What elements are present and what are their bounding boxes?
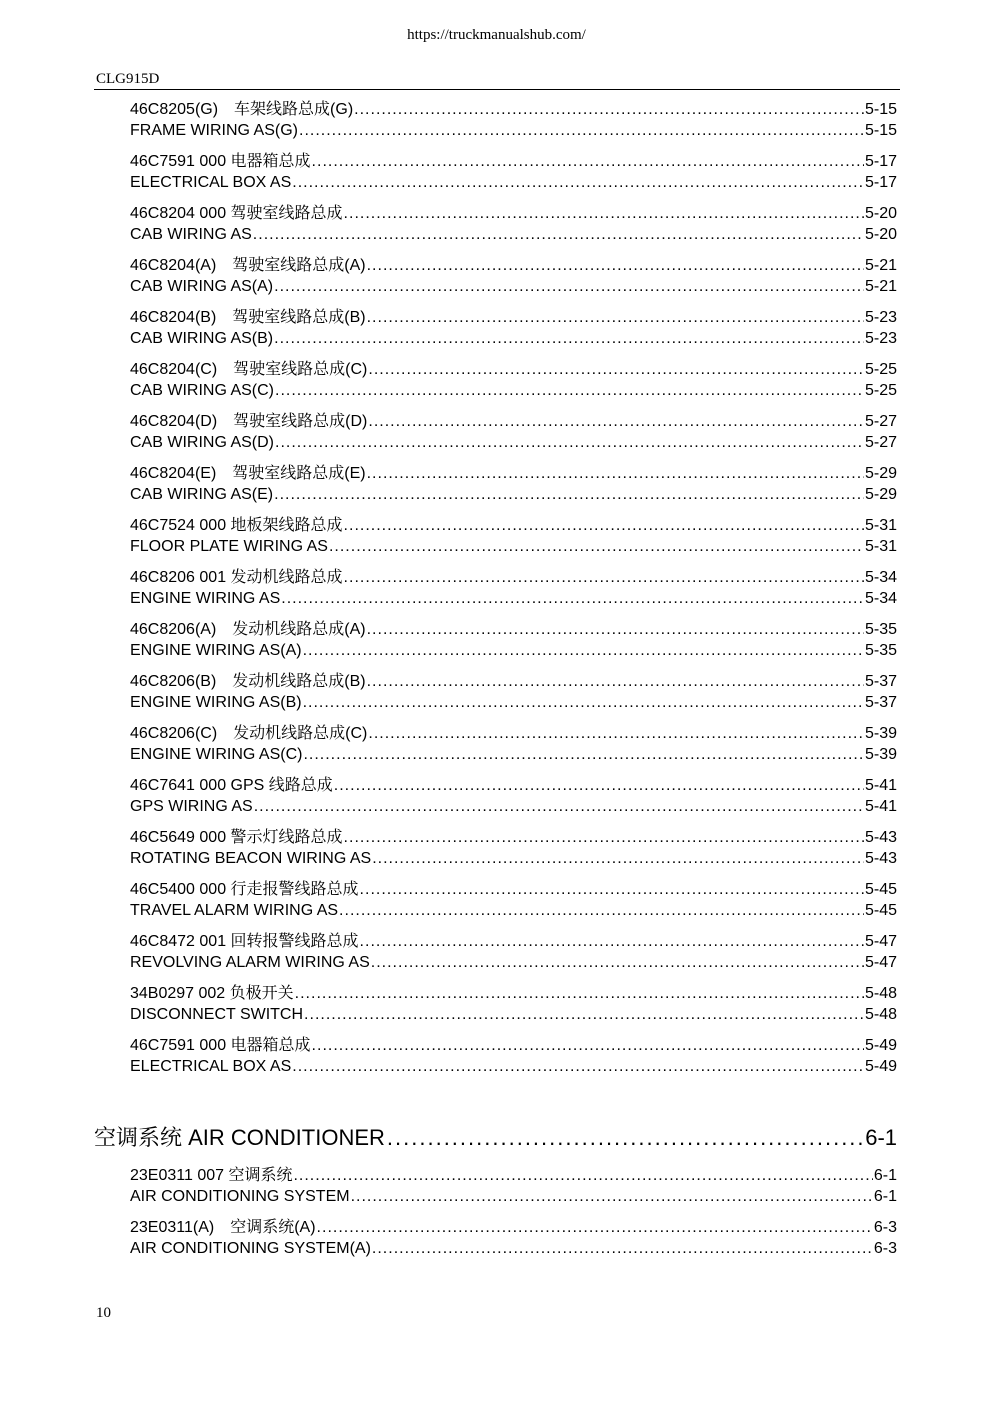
toc-entry[interactable]	[130, 1162, 897, 1184]
toc-entry-title: 46C8204(D) 驾驶室线路总成(D)	[130, 413, 368, 430]
toc-entry-title: 23E0311 007 空调系统	[130, 1167, 293, 1184]
toc-entry-page: 5-43	[864, 829, 897, 846]
leader-dots	[295, 985, 864, 1003]
leader-dots	[293, 1167, 872, 1185]
leader-dots	[253, 226, 864, 244]
leader-dots	[292, 1058, 864, 1076]
toc-entry[interactable]	[130, 1240, 897, 1262]
toc-entry[interactable]	[130, 980, 897, 1002]
toc-entry-title: REVOLVING ALARM WIRING AS	[130, 954, 370, 971]
toc-entry-page: 5-17	[864, 153, 897, 170]
toc-entry-title: AIR CONDITIONING SYSTEM	[130, 1188, 350, 1205]
toc-entry-title: ROTATING BEACON WIRING AS	[130, 850, 372, 867]
toc-entry[interactable]	[130, 876, 897, 898]
leader-dots	[303, 642, 864, 660]
toc-entry[interactable]	[130, 1214, 897, 1236]
toc-entry-page: 5-43	[864, 850, 897, 867]
toc-entry-page: 5-21	[864, 278, 897, 295]
toc-entry-page: 5-49	[864, 1058, 897, 1075]
leader-dots	[274, 278, 864, 296]
toc-entry-page: 6-3	[873, 1219, 897, 1236]
toc-entry[interactable]	[130, 278, 897, 300]
toc-entry-title: TRAVEL ALARM WIRING AS	[130, 902, 339, 919]
toc-entry[interactable]	[130, 564, 897, 586]
toc-entry-page: 5-23	[864, 330, 897, 347]
header-url: https://truckmanualshub.com/	[407, 27, 586, 43]
leader-dots	[360, 933, 864, 951]
toc-entry[interactable]	[130, 720, 897, 742]
toc-entry[interactable]	[130, 486, 897, 508]
leader-dots	[334, 777, 864, 795]
toc-entry-title: ELECTRICAL BOX AS	[130, 174, 292, 191]
leader-dots	[254, 798, 864, 816]
toc-entry-page: 5-20	[864, 226, 897, 243]
leader-dots	[344, 205, 864, 223]
toc-entry-title: ENGINE WIRING AS(A)	[130, 642, 302, 659]
leader-dots	[368, 725, 864, 743]
toc-entry[interactable]	[130, 174, 897, 196]
toc-entry-page: 5-15	[864, 101, 897, 118]
toc-entry-page: 5-27	[864, 434, 897, 451]
toc-entry[interactable]	[130, 1058, 897, 1080]
toc-entry-title: ELECTRICAL BOX AS	[130, 1058, 292, 1075]
toc-entry[interactable]	[130, 902, 897, 924]
section-leader-dots	[387, 1125, 863, 1151]
leader-dots	[367, 257, 864, 275]
leader-dots	[303, 694, 864, 712]
leader-dots	[329, 538, 864, 556]
toc-entry-title: 46C7591 000 电器箱总成	[130, 153, 311, 170]
toc-entry-page: 5-49	[864, 1037, 897, 1054]
toc-entry-page: 5-17	[864, 174, 897, 191]
leader-dots	[275, 434, 864, 452]
leader-dots	[344, 517, 864, 535]
toc-entry-page: 5-45	[864, 902, 897, 919]
toc-entry-title: CAB WIRING AS(D)	[130, 434, 275, 451]
toc-entry[interactable]	[130, 694, 897, 716]
toc-entry[interactable]	[130, 590, 897, 612]
leader-dots	[299, 122, 864, 140]
toc-entry[interactable]	[130, 1032, 897, 1054]
toc-entry-page: 5-39	[864, 725, 897, 742]
leader-dots	[368, 413, 864, 431]
toc-entry-title: 46C8205(G) 车架线路总成(G)	[130, 101, 354, 118]
toc-entry-page: 5-41	[864, 777, 897, 794]
toc-entry-title: 46C7524 000 地板架线路总成	[130, 517, 343, 534]
toc-entry-title: 46C8204(C) 驾驶室线路总成(C)	[130, 361, 368, 378]
toc-entry-title: ENGINE WIRING AS(B)	[130, 694, 302, 711]
toc-entry[interactable]	[130, 200, 897, 222]
toc-entry[interactable]	[130, 330, 897, 352]
leader-dots	[312, 1037, 864, 1055]
toc-entry-title: 46C8204(A) 驾驶室线路总成(A)	[130, 257, 366, 274]
toc-entry-page: 5-35	[864, 642, 897, 659]
toc-entry-page: 5-39	[864, 746, 897, 763]
toc-entry[interactable]	[130, 408, 897, 430]
toc-entry-page: 5-27	[864, 413, 897, 430]
toc-entry-page: 5-20	[864, 205, 897, 222]
toc-entry[interactable]	[130, 538, 897, 560]
leader-dots	[367, 465, 864, 483]
toc-entry-title: 46C8472 001 回转报警线路总成	[130, 933, 359, 950]
toc-entry-page: 5-34	[864, 590, 897, 607]
toc-entry[interactable]	[130, 226, 897, 248]
leader-dots	[344, 569, 864, 587]
section-title: 空调系统 AIR CONDITIONER	[94, 1125, 385, 1150]
toc-entry-page: 5-35	[864, 621, 897, 638]
toc-entry[interactable]	[130, 148, 897, 170]
toc-entry-page: 5-21	[864, 257, 897, 274]
toc-entry-title: ENGINE WIRING AS	[130, 590, 281, 607]
toc-entry-page: 5-41	[864, 798, 897, 815]
toc-entry[interactable]	[130, 96, 897, 118]
toc-entry[interactable]	[130, 850, 897, 872]
toc-entry[interactable]	[130, 954, 897, 976]
toc-entry-page: 5-23	[864, 309, 897, 326]
leader-dots	[368, 361, 864, 379]
toc-entry-title: 23E0311(A) 空调系统(A)	[130, 1219, 316, 1236]
toc-entry-title: 46C8206 001 发动机线路总成	[130, 569, 343, 586]
toc-entry-page: 5-34	[864, 569, 897, 586]
leader-dots	[274, 486, 864, 504]
toc-entry[interactable]	[130, 746, 897, 768]
leader-dots	[339, 902, 864, 920]
page-number: 10	[96, 1305, 111, 1321]
leader-dots	[360, 881, 864, 899]
toc-entry-title: FRAME WIRING AS(G)	[130, 122, 298, 139]
toc-entry-title: CAB WIRING AS(C)	[130, 382, 275, 399]
toc-entry[interactable]	[130, 434, 897, 456]
toc-entry[interactable]	[130, 642, 897, 664]
toc-entry[interactable]	[130, 616, 897, 638]
toc-entry[interactable]	[130, 382, 897, 404]
toc-entry[interactable]	[130, 668, 897, 690]
toc-entry[interactable]	[130, 512, 897, 534]
toc-entry-title: 46C8206(C) 发动机线路总成(C)	[130, 725, 368, 742]
toc-entry-title: 34B0297 002 负极开关	[130, 985, 294, 1002]
toc-entry-title: 46C7641 000 GPS 线路总成	[130, 777, 333, 794]
toc-entry-page: 6-1	[873, 1167, 897, 1184]
leader-dots	[303, 746, 864, 764]
leader-dots	[304, 1006, 864, 1024]
toc-entry-title: GPS WIRING AS	[130, 798, 253, 815]
toc-entry-page: 5-15	[864, 122, 897, 139]
toc-entry[interactable]	[130, 772, 897, 794]
toc-entry[interactable]	[130, 460, 897, 482]
toc-entry[interactable]	[130, 1006, 897, 1028]
toc-entry[interactable]	[130, 798, 897, 820]
toc-entry[interactable]	[130, 356, 897, 378]
leader-dots	[274, 330, 864, 348]
toc-entry-title: CAB WIRING AS(B)	[130, 330, 274, 347]
toc-entry-page: 5-47	[864, 954, 897, 971]
toc-entry-title: 46C8206(B) 发动机线路总成(B)	[130, 673, 366, 690]
toc-entry-title: 46C7591 000 电器箱总成	[130, 1037, 311, 1054]
toc-entry-page: 5-29	[864, 465, 897, 482]
toc-entry-title: AIR CONDITIONING SYSTEM(A)	[130, 1240, 371, 1257]
toc-entry[interactable]	[130, 252, 897, 274]
leader-dots	[371, 954, 864, 972]
toc-entry[interactable]	[130, 824, 897, 846]
toc-entry-title: 46C8204 000 驾驶室线路总成	[130, 205, 343, 222]
toc-entry-page: 5-48	[864, 985, 897, 1002]
leader-dots	[317, 1219, 873, 1237]
leader-dots	[351, 1188, 873, 1206]
toc-entry-page: 5-25	[864, 361, 897, 378]
toc-entry-page: 5-37	[864, 673, 897, 690]
toc-entry-page: 5-29	[864, 486, 897, 503]
section-page: 6-1	[865, 1125, 897, 1150]
toc-entry[interactable]	[130, 928, 897, 950]
toc-entry-page: 6-1	[873, 1188, 897, 1205]
toc-entry-title: 46C5400 000 行走报警线路总成	[130, 881, 359, 898]
header-rule	[94, 89, 900, 90]
leader-dots	[275, 382, 864, 400]
toc-entry-title: CAB WIRING AS(E)	[130, 486, 274, 503]
toc-entry-page: 5-31	[864, 517, 897, 534]
leader-dots	[354, 101, 864, 119]
toc-entry-page: 5-48	[864, 1006, 897, 1023]
header-model: CLG915D	[96, 71, 160, 87]
leader-dots	[367, 309, 864, 327]
toc-entry-title: FLOOR PLATE WIRING AS	[130, 538, 328, 555]
toc-entry[interactable]	[130, 122, 897, 144]
leader-dots	[312, 153, 864, 171]
leader-dots	[292, 174, 864, 192]
leader-dots	[372, 1240, 873, 1258]
leader-dots	[344, 829, 864, 847]
toc-entry-title: DISCONNECT SWITCH	[130, 1006, 304, 1023]
toc-entry[interactable]	[130, 1188, 897, 1210]
leader-dots	[367, 621, 864, 639]
leader-dots	[372, 850, 864, 868]
toc-entry-page: 6-3	[873, 1240, 897, 1257]
toc-entry-title: 46C8206(A) 发动机线路总成(A)	[130, 621, 366, 638]
leader-dots	[281, 590, 864, 608]
toc-entry-page: 5-47	[864, 933, 897, 950]
toc-entry-title: 46C8204(B) 驾驶室线路总成(B)	[130, 309, 366, 326]
toc-entry-title: 46C8204(E) 驾驶室线路总成(E)	[130, 465, 366, 482]
toc-entry-page: 5-45	[864, 881, 897, 898]
toc-entry-title: CAB WIRING AS(A)	[130, 278, 274, 295]
toc-entry-title: 46C5649 000 警示灯线路总成	[130, 829, 343, 846]
toc-entry-title: ENGINE WIRING AS(C)	[130, 746, 303, 763]
toc-entry-title: CAB WIRING AS	[130, 226, 252, 243]
leader-dots	[367, 673, 864, 691]
toc-section-heading[interactable]	[94, 1121, 897, 1151]
toc-entry[interactable]	[130, 304, 897, 326]
toc-entry-page: 5-37	[864, 694, 897, 711]
toc-entry-page: 5-25	[864, 382, 897, 399]
toc-entry-page: 5-31	[864, 538, 897, 555]
